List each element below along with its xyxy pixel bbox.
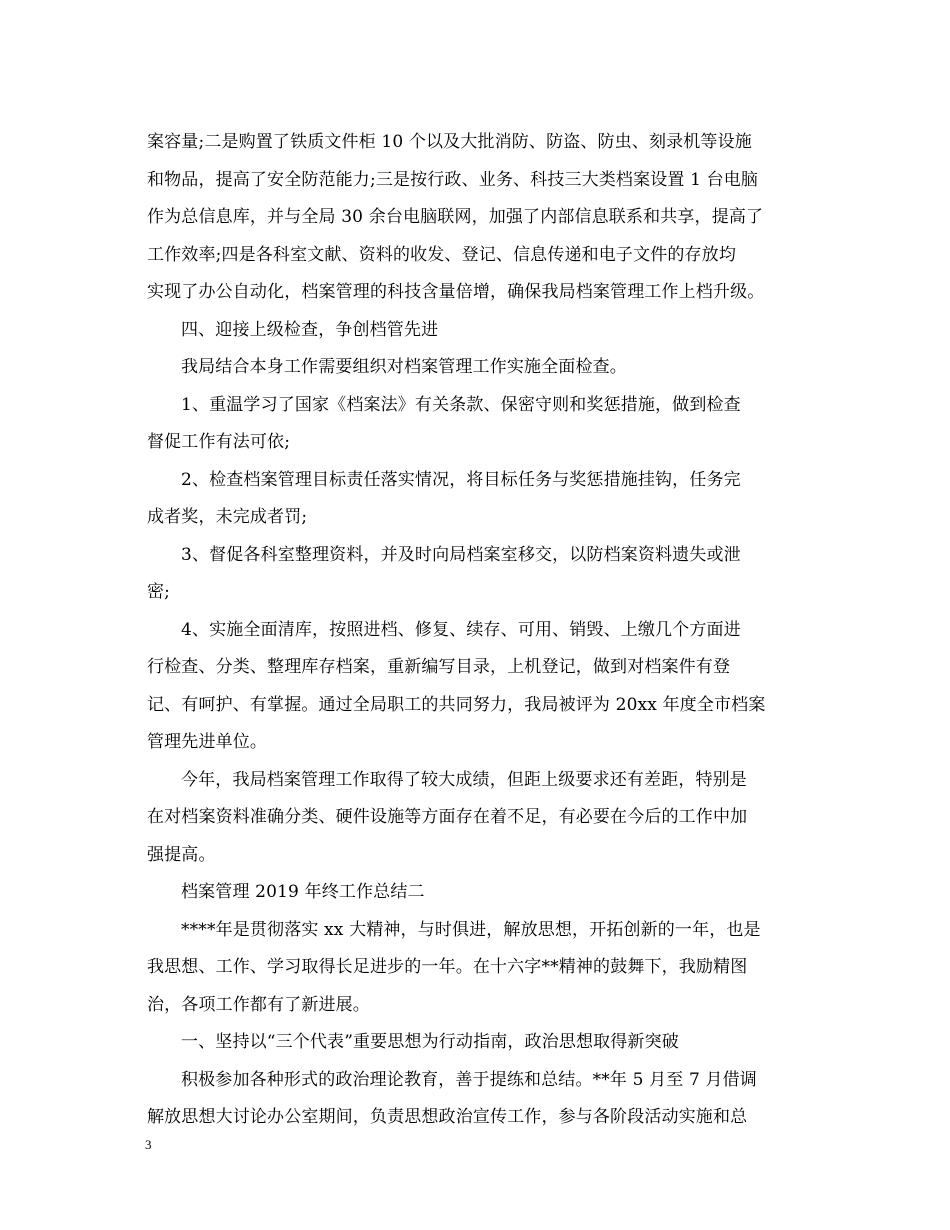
list-item-continuation: 行检查、分类、整理库存档案，重新编写目录，上机登记，做到对档案件有登 xyxy=(147,657,731,677)
text-line: 强提高。 xyxy=(147,844,216,865)
text-line: 工作效率;四是各科室文献、资料的收发、登记、信息传递和电子文件的存放均 xyxy=(147,244,736,265)
list-item-line: 1、重温学习了国家《档案法》有关条款、保密守则和奖惩措施，做到检查 xyxy=(181,394,741,415)
section-heading: 一、坚持以“三个代表”重要思想为行动指南，政治思想取得新突破 xyxy=(181,1032,679,1052)
text-line: 今年，我局档案管理工作取得了较大成绩，但距上级要求还有差距，特别是 xyxy=(181,769,747,790)
text-line: 实现了办公自动化，档案管理的科技含量倍增，确保我局档案管理工作上档升级。 xyxy=(147,282,765,302)
text-line: 我局结合本身工作需要组织对档案管理工作实施全面检查。 xyxy=(181,357,627,377)
list-item-line: 4、实施全面清库，按照进档、修复、续存、可用、销毁、上缴几个方面进 xyxy=(181,619,741,640)
list-item-continuation: 督促工作有法可依; xyxy=(147,432,291,452)
text-line: 作为总信息库，并与全局 30 余台电脑联网，加强了内部信息联系和共享，提高了 xyxy=(147,207,764,227)
page-number: 3 xyxy=(145,1137,152,1152)
text-line: 解放思想大讨论办公室期间，负责思想政治宣传工作，参与各阶段活动实施和总 xyxy=(147,1107,748,1127)
document-body xyxy=(147,124,809,1137)
list-item-line: 2、检查档案管理目标责任落实情况，将目标任务与奖惩措施挂钩，任务完 xyxy=(181,469,741,490)
text-line: 案容量;二是购置了铁质文件柜 10 个以及大批消防、防盗、防虫、刻录机等设施 xyxy=(147,132,752,152)
text-line: 我思想、工作、学习取得长足进步的一年。在十六字**精神的鼓舞下，我励精图 xyxy=(147,957,748,977)
text-line: 和物品，提高了安全防范能力;三是按行政、业务、科技三大类档案设置 1 台电脑 xyxy=(147,169,759,190)
section-title: 档案管理 2019 年终工作总结二 xyxy=(181,882,425,902)
text-line: 积极参加各种形式的政治理论教育，善于提练和总结。**年 5 月至 7 月借调 xyxy=(181,1069,757,1090)
text-line: 治，各项工作都有了新进展。 xyxy=(147,994,370,1015)
list-item-line: 3、督促各科室整理资料，并及时向局档案室移交，以防档案资料遗失或泄 xyxy=(181,544,741,565)
list-item-continuation: 成者奖，未完成者罚; xyxy=(147,507,308,527)
list-item-continuation: 管理先进单位。 xyxy=(147,732,268,752)
text-line: ****年是贯彻落实 xx 大精神，与时俱进，解放思想，开拓创新的一年，也是 xyxy=(181,919,761,940)
text-line: 在对档案资料准确分类、硬件设施等方面存在着不足，有必要在今后的工作中加 xyxy=(147,807,748,827)
list-item-continuation: 密; xyxy=(147,582,171,602)
list-item-continuation: 记、有呵护、有掌握。通过全局职工的共同努力，我局被评为 20xx 年度全市档案 xyxy=(147,694,766,715)
section-heading: 四、迎接上级检查，争创档管先进 xyxy=(181,319,439,340)
